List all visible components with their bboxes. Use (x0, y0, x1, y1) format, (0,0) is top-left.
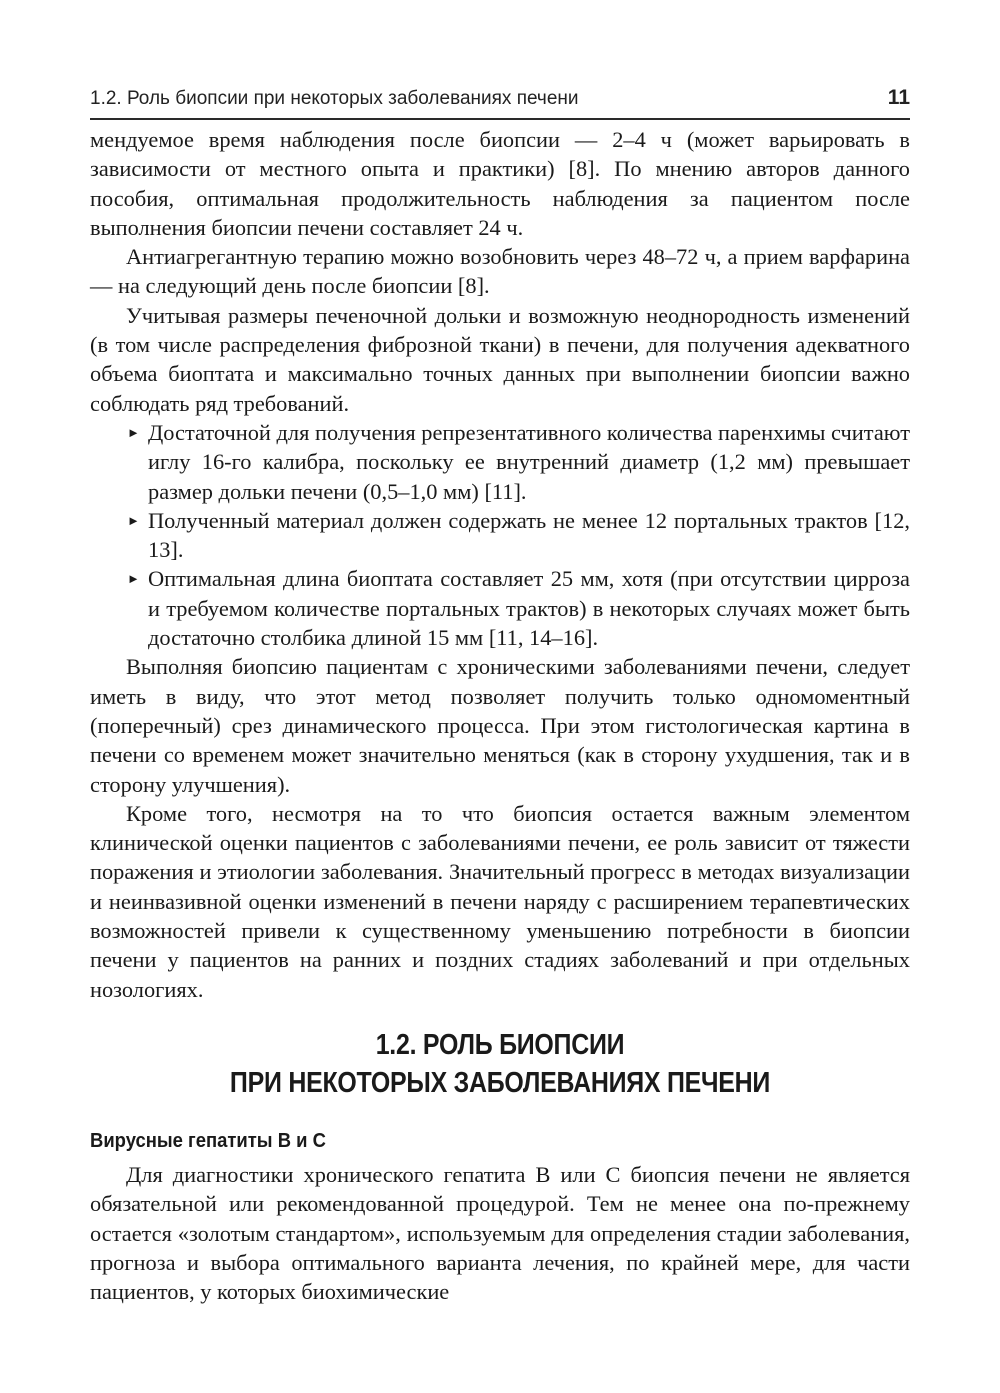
paragraph-hepatitis: Для диагностики хронического гепатита В или С биопсия печени не является обязательной или рекомендованной процедурой. Тем не менее она по-прежнему остается «золотым стандартом», используемым для определения стадии заболевания, прогноза и выбора оптимального варианта лечения, по крайней мере, для части пациентов, у которых биохимические (90, 1162, 910, 1305)
paragraph-continued: мендуемое время наблюдения после биопсии — 2–4 ч (может варьировать в зависимости от местного опыта и практики) [8]. По мнению авторов данного пособия, оптимальная продолжительность наблюдения за пациентом после выполнения биопсии печени составляет 24 ч. (90, 127, 910, 240)
section-title (147, 1026, 852, 1102)
paragraph-antiplatelet: Антиагрегантную терапию можно возобновить через 48–72 ч, а прием варфарина — на следующий день после биопсии [8]. (90, 244, 910, 299)
bullet-icon: ► (127, 571, 140, 587)
list-item (127, 418, 910, 506)
paragraph-role: Кроме того, несмотря на то что биопсия остается важным элементом клинической оценки пациентов с заболеваниями печени, ее роль зависит от тяжести поражения и этиологии заболевания. Значительный прогресс в методах визуализации и неинвазивной оценки изменений в печени наряду с расширением терапевтических возможностей привели к существенному уменьшению потребности в биопсии печени у пациентов на ранних и поздних стадиях заболеваний и при отдельных нозологиях. (90, 800, 910, 1002)
list-item-text: Достаточной для получения репрезентативного количества паренхимы считают иглу 16-го калибра, поскольку ее внутренний диаметр (1,2 мм) превышает размер дольки печени (0,5–1,0 мм) [11]. (148, 419, 910, 504)
list-item-text: Оптимальная длина биоптата составляет 25 мм, хотя (при отсутствии цирроза и требуемом количестве портальных трактов) в некоторых случаях может быть достаточно столбика длиной 15 мм [11, 14–16]. (148, 566, 910, 651)
section-title-line1: 1.2. РОЛЬ БИОПСИИ (375, 1029, 625, 1061)
paragraph-requirements-intro: Учитывая размеры печеночной дольки и возможную неоднородность изменений (в том числе распределения фиброзной ткани) в печени, для получения адекватного объема биоптата и максимально точных данных при выполнении биопсии важно соблюдать ряд требований. (90, 302, 910, 416)
bullet-icon: ► (127, 424, 140, 440)
requirements-list (90, 418, 910, 652)
list-item-text: Полученный материал должен содержать не менее 12 портальных трактов [12, 13]. (148, 507, 910, 563)
running-head (90, 84, 910, 120)
list-item (127, 564, 910, 652)
bullet-icon: ► (127, 512, 140, 528)
body-text-bottom (90, 1160, 910, 1306)
section-title-line2: ПРИ НЕКОТОРЫХ ЗАБОЛЕВАНИЯХ ПЕЧЕНИ (229, 1067, 771, 1099)
list-item (127, 506, 910, 565)
paragraph-snapshot: Выполняя биопсию пациентам с хроническими заболеваниями печени, следует иметь в виду, что этот метод позволяет получить только одномоментный (поперечный) срез динамического процесса. При этом гистологическая картина в печени со временем может значительно меняться (как в сторону ухудшения, так и в сторону улучшения). (90, 654, 910, 797)
running-head-title: 1.2. Роль биопсии при некоторых заболеваниях печени (90, 88, 579, 109)
subsection-title: Вирусные гепатиты В и С (90, 1129, 326, 1152)
body-text-top (90, 125, 910, 1004)
page-number: 11 (887, 86, 910, 109)
